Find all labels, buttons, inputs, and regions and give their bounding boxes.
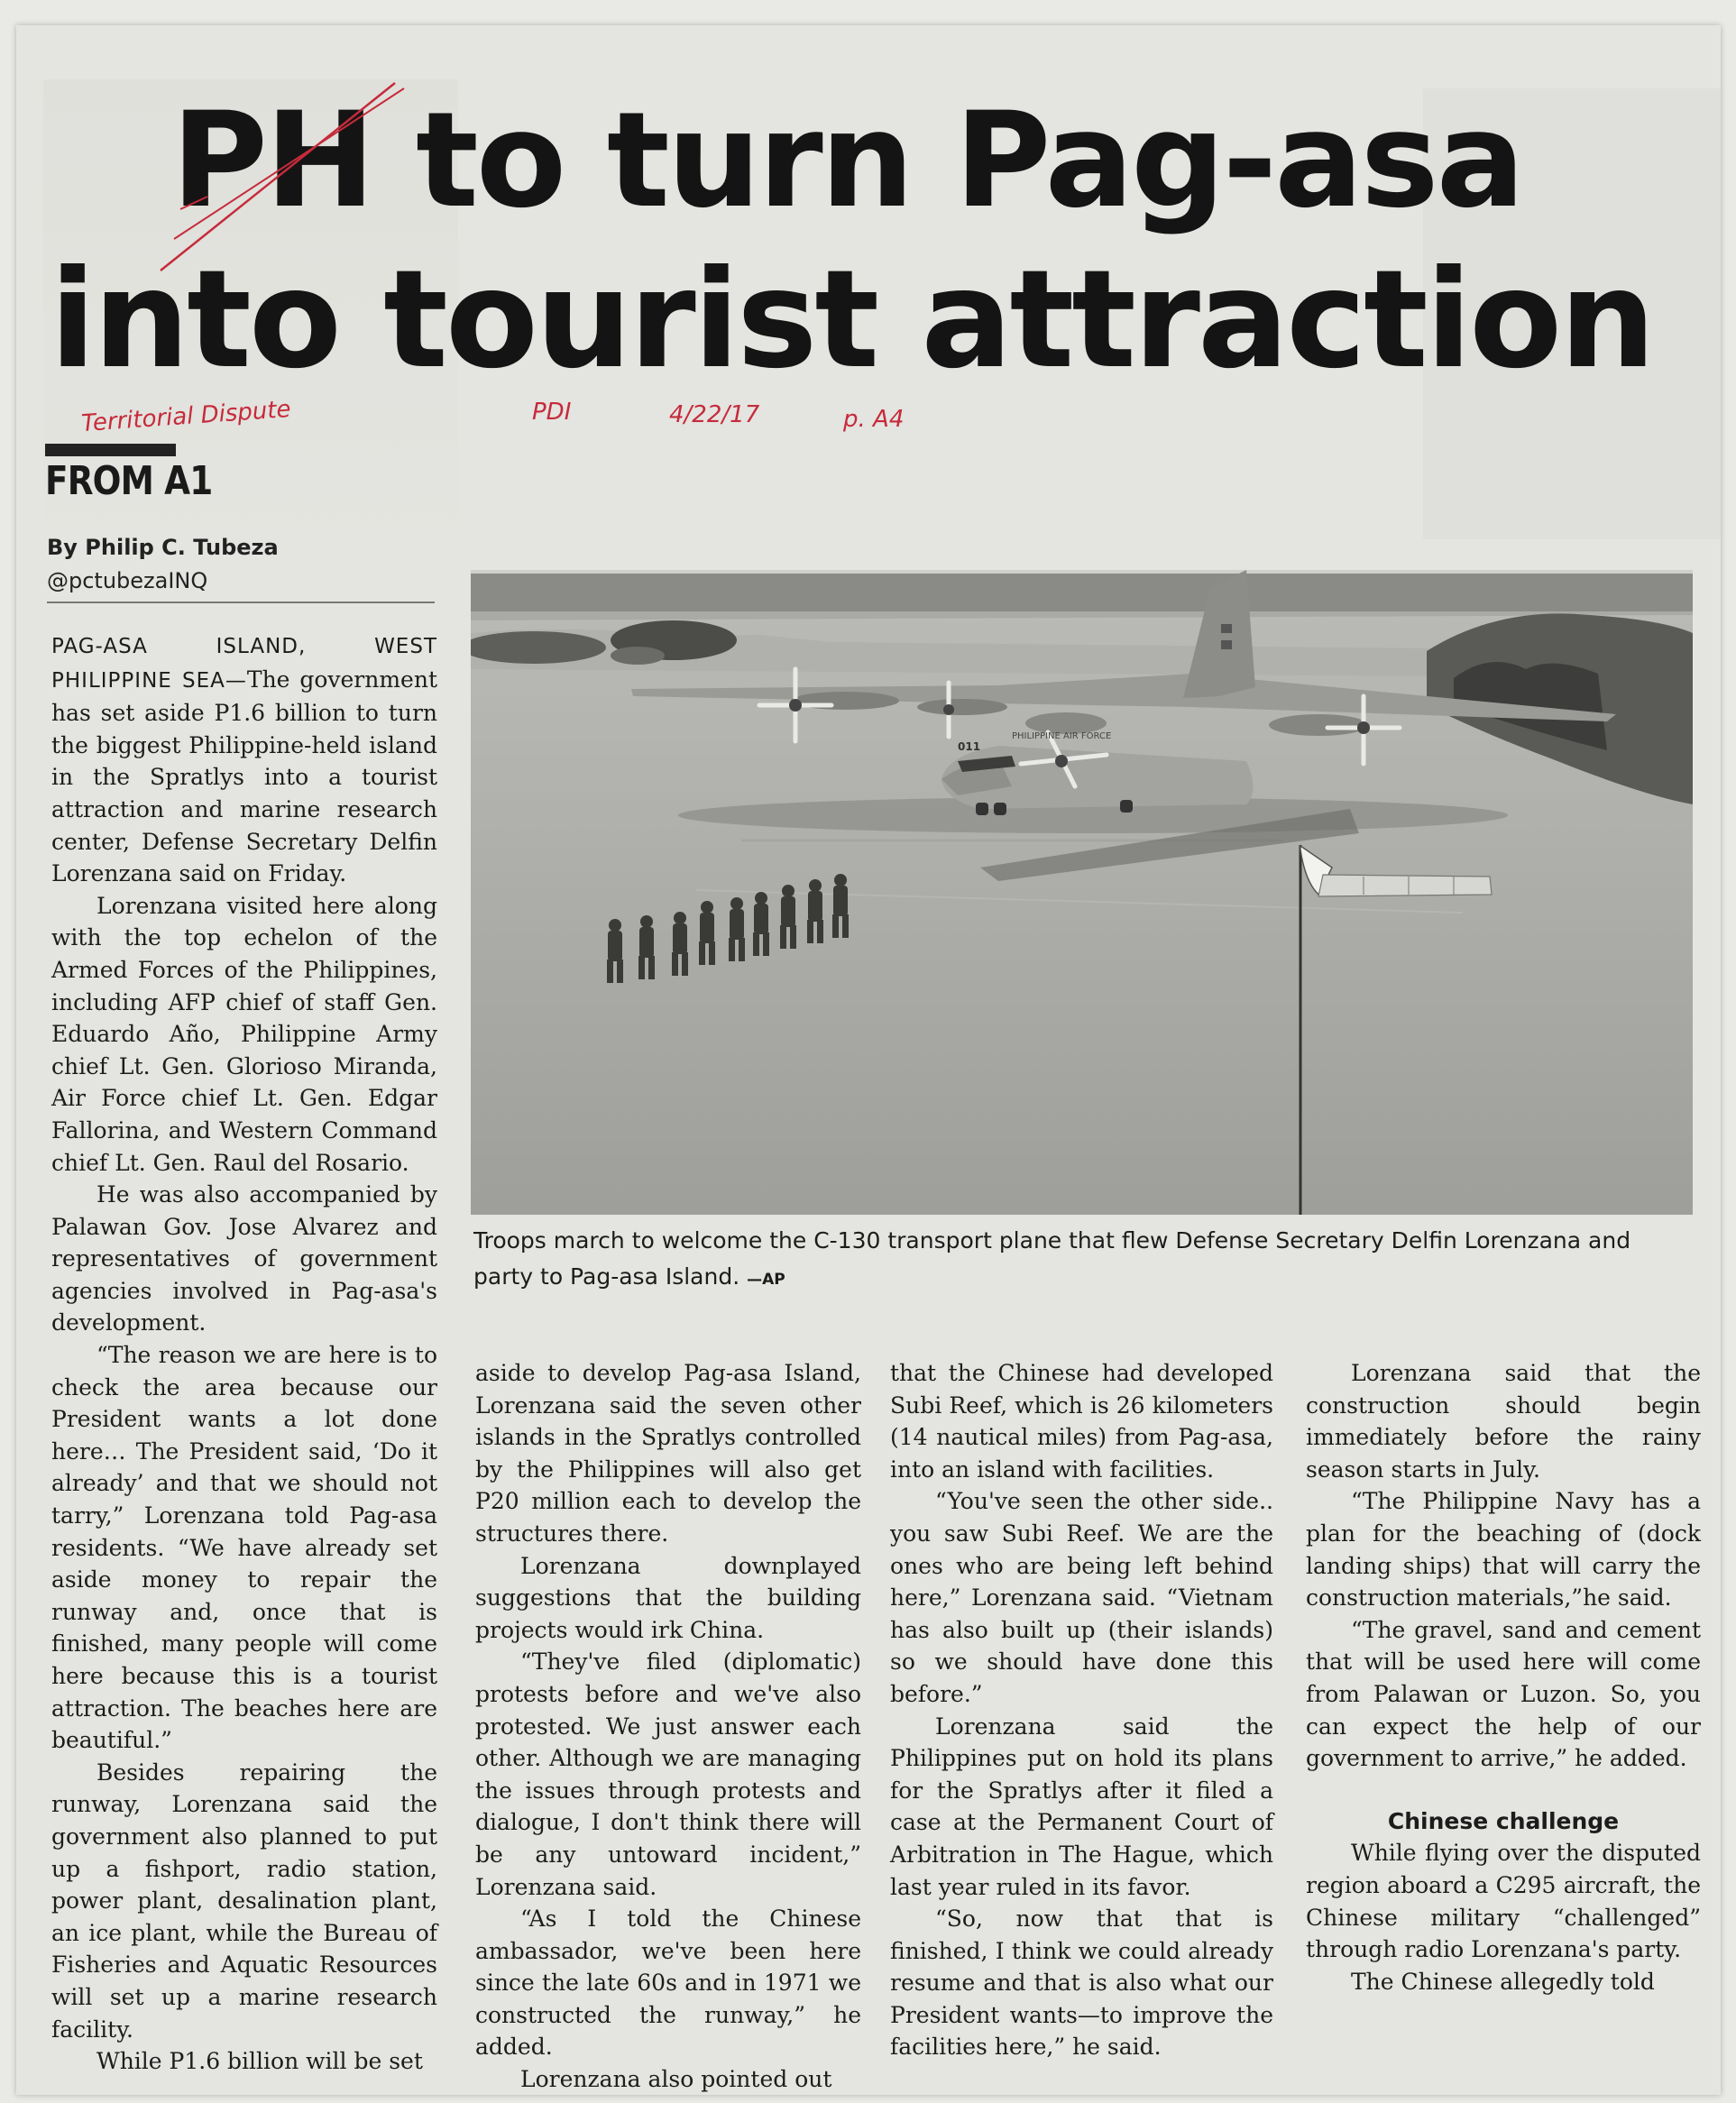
byline-author: By Philip C. Tubeza: [47, 535, 279, 560]
paragraph: Lorenzana said the Philippines put on hold its plans for the Spratlys after it filed a case at the Permanent Court of Arbitration in The Hague, which last year ruled in its favor.: [890, 1713, 1273, 1900]
paragraph: “The reason we are here is to check the area because our President wants a lot done here… The President said, ‘Do it already’ and that we should not tarry,” Lorenzana told Pag-asa residents. “We have already set aside money to repair the runway and, once that is finished, many people will come here because this is a tourist attraction. The beaches here are beautiful.”: [51, 1342, 437, 1754]
news-photo: [471, 570, 1693, 1215]
paragraph: Lorenzana visited here along with the top echelon of the Armed Forces of the Philippines, including AFP chief of staff Gen. Eduardo Año, Philippine Army chief Lt. Gen. Glorioso Miranda, Air Force chief Lt. Gen. Edgar Fallorina, and Western Command chief Lt. Gen. Raul del Rosario.: [51, 892, 437, 1176]
article-column-1: [51, 629, 437, 2078]
handwritten-source: PDI: [532, 399, 572, 426]
article-column-3: [890, 1357, 1273, 2063]
paragraph: Lorenzana said that the construction should begin immediately before the rainy season starts in July.: [1306, 1360, 1701, 1483]
handwritten-date: 4/22/17: [669, 401, 760, 428]
dateline: PAG-ASA ISLAND, WEST PHILIPPINE SEA—: [51, 635, 437, 693]
paragraph: “The gravel, sand and cement that will be used here will come from Palawan or Luzon. So, you can expect the help of our government to arrive,” he added.: [1306, 1616, 1701, 1772]
plane-number: 011: [958, 740, 981, 753]
paragraph: Lorenzana downplayed suggestions that the building projects would irk China.: [475, 1552, 861, 1643]
paragraph: that the Chinese had developed Subi Reef, which is 26 kilometers (14 nautical miles) from Pag-asa, into an island with facilities.: [890, 1360, 1273, 1483]
headline-line-2: into tourist attraction: [50, 242, 1654, 399]
paragraph: Lorenzana also pointed out: [520, 2066, 832, 2093]
paragraph: “So, now that that is finished, I think we could already resume and that is also what our President wants—to improve the facilities here,” he said.: [890, 1906, 1273, 2061]
byline-rule: [47, 602, 435, 603]
paragraph: “The Philippine Navy has a plan for the beaching of (dock landing ships) that will carry the construction materials,”he said.: [1306, 1488, 1701, 1612]
article-column-2: [475, 1357, 861, 2096]
paragraph: “As I told the Chinese ambassador, we've been here since the late 60s and in 1971 we constructed the runway,” he added.: [475, 1906, 861, 2061]
subhead: Chinese challenge: [1387, 1807, 1620, 1834]
paragraph: Besides repairing the runway, Lorenzana said the government also planned to put up a fishport, radio station, power plant, desalination plant, an ice plant, while the Bureau of Fisheries and Aquatic Resources will set up a marine research facility.: [51, 1759, 437, 2043]
headline-line-1: PH to turn Pag-asa: [171, 84, 1523, 237]
lead-text: The government has set aside P1.6 billion to turn the biggest Philippine-held island in the Spratlys into a tourist attraction and marine research center, Defense Secretary Delfin Lorenzana said on Friday.: [51, 666, 437, 887]
section-jump-label: FROM A1: [45, 458, 213, 504]
section-rule: [45, 444, 176, 456]
lead-paragraph: [51, 629, 437, 890]
c130-plane-photo: [471, 570, 1693, 1215]
photo-credit: —AP: [747, 1271, 785, 1289]
caption-text: Troops march to welcome the C-130 transport plane that flew Defense Secretary Delfin Lorenzana and party to Pag-asa Island.: [473, 1227, 1631, 1290]
byline-handle: @pctubezaINQ: [47, 568, 208, 593]
handwritten-topic: Territorial Dispute: [80, 395, 292, 438]
paragraph: aside to develop Pag-asa Island, Lorenzana said the seven other islands in the Spratlys controlled by the Philippines will also get P20 million each to develop the structures there.: [475, 1360, 861, 1547]
paragraph: He was also accompanied by Palawan Gov. Jose Alvarez and representatives of government agencies involved in Pag-asa's development.: [51, 1181, 437, 1336]
paragraph: While flying over the disputed region aboard a C295 aircraft, the Chinese military “challenged” through radio Lorenzana's party.: [1306, 1840, 1701, 1963]
photo-caption: [473, 1223, 1686, 1298]
paragraph: While P1.6 billion will be set: [96, 2048, 423, 2075]
paragraph: “They've filed (diplomatic) protests before and we've also protested. We just answer each other. Although we are managing the issues through protests and dialogue, I don't think there will be any untoward incident,” Lorenzana said.: [475, 1648, 861, 1900]
plane-tail-text: PHILIPPINE AIR FORCE: [1012, 731, 1112, 741]
article-column-4: [1306, 1357, 1701, 1997]
paragraph: “You've seen the other side.. you saw Subi Reef. We are the ones who are being left behind here,” Lorenzana said. “Vietnam has also built up (their islands) so we should have done this before.”: [890, 1488, 1273, 1707]
handwritten-page: p. A4: [843, 406, 905, 433]
paragraph: The Chinese allegedly told: [1351, 1968, 1655, 1995]
